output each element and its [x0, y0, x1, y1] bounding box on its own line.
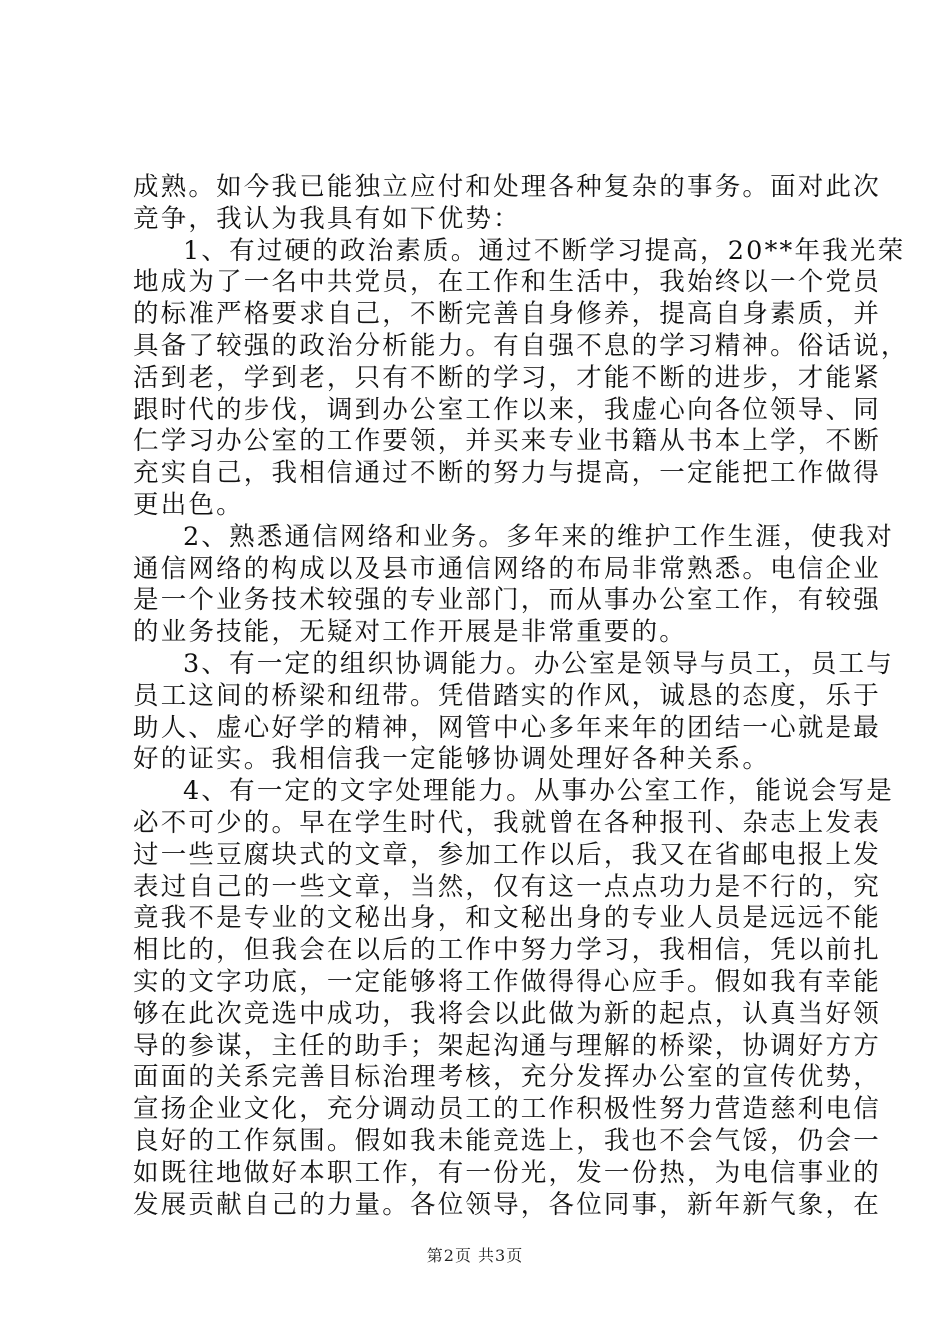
text-line: 助人、虚心好学的精神，网管中心多年来年的团结一心就是最 [133, 712, 881, 743]
text-line: 够在此次竞选中成功，我将会以此做为新的起点，认真当好领 [133, 998, 881, 1029]
text-line: 发展贡献自己的力量。各位领导，各位同事，新年新气象，在 [133, 1189, 881, 1220]
text-line: 是一个业务技术较强的专业部门，而从事办公室工作，有较强 [133, 585, 881, 616]
text-line: 的标准严格要求自己，不断完善自身修养，提高自身素质，并 [133, 299, 881, 330]
text-line: 员工这间的桥梁和纽带。凭借踏实的作风，诚恳的态度，乐于 [133, 680, 881, 711]
text-line: 跟时代的步伐，调到办公室工作以来，我虚心向各位领导、同 [133, 394, 881, 425]
text-line: 实的文字功底，一定能够将工作做得得心应手。假如我有幸能 [133, 966, 881, 997]
paragraph-start-line: 1、有过硬的政治素质。通过不断学习提高，20**年我光荣 [183, 235, 906, 266]
text-line: 仁学习办公室的工作要领，并买来专业书籍从书本上学，不断 [133, 426, 881, 457]
text-line: 相比的，但我会在以后的工作中努力学习，我相信，凭以前扎 [133, 935, 881, 966]
text-line: 地成为了一名中共党员，在工作和生活中，我始终以一个党员 [133, 267, 881, 298]
text-line: 宣扬企业文化，充分调动员工的工作积极性努力营造慈利电信 [133, 1094, 881, 1125]
paragraph-start-line: 2、熟悉通信网络和业务。多年来的维护工作生涯，使我对 [183, 521, 894, 552]
text-line: 充实自己，我相信通过不断的努力与提高，一定能把工作做得 [133, 458, 881, 489]
text-line: 的业务技能，无疑对工作开展是非常重要的。 [133, 617, 688, 648]
text-line: 更出色。 [133, 489, 244, 520]
text-line: 通信网络的构成以及县市通信网络的布局非常熟悉。电信企业 [133, 553, 881, 584]
text-line: 具备了较强的政治分析能力。有自强不息的学习精神。俗话说， [133, 330, 909, 361]
text-line: 活到老，学到老，只有不断的学习，才能不断的进步，才能紧 [133, 362, 881, 393]
page-number-footer: 第2页 共3页 [426, 1246, 524, 1265]
text-line: 导的参谋，主任的助手；架起沟通与理解的桥梁，协调好方方 [133, 1030, 881, 1061]
paragraph-start-line: 3、有一定的组织协调能力。办公室是领导与员工，员工与 [183, 648, 894, 679]
text-line: 必不可少的。早在学生时代，我就曾在各种报刊、杂志上发表 [133, 807, 881, 838]
text-line: 面面的关系完善目标治理考核，充分发挥办公室的宣传优势， [133, 1062, 881, 1093]
text-line: 如既往地做好本职工作，有一份光，发一份热，为电信事业的 [133, 1157, 881, 1188]
paragraph-start-line: 4、有一定的文字处理能力。从事办公室工作，能说会写是 [183, 776, 894, 807]
text-line: 好的证实。我相信我一定能够协调处理好各种关系。 [133, 744, 771, 775]
text-line: 过一些豆腐块式的文章，参加工作以后，我又在省邮电报上发 [133, 839, 881, 870]
document-body [133, 172, 909, 1221]
text-line: 表过自己的一些文章，当然，仅有这一点点功力是不行的，究 [133, 871, 881, 902]
text-line: 成熟。如今我已能独立应付和处理各种复杂的事务。面对此次 [133, 172, 881, 202]
text-line: 竞争，我认为我具有如下优势： [133, 203, 521, 234]
text-line: 良好的工作氛围。假如我未能竞选上，我也不会气馁，仍会一 [133, 1125, 881, 1156]
text-line: 竟我不是专业的文秘出身，和文秘出身的专业人员是远远不能 [133, 903, 881, 934]
